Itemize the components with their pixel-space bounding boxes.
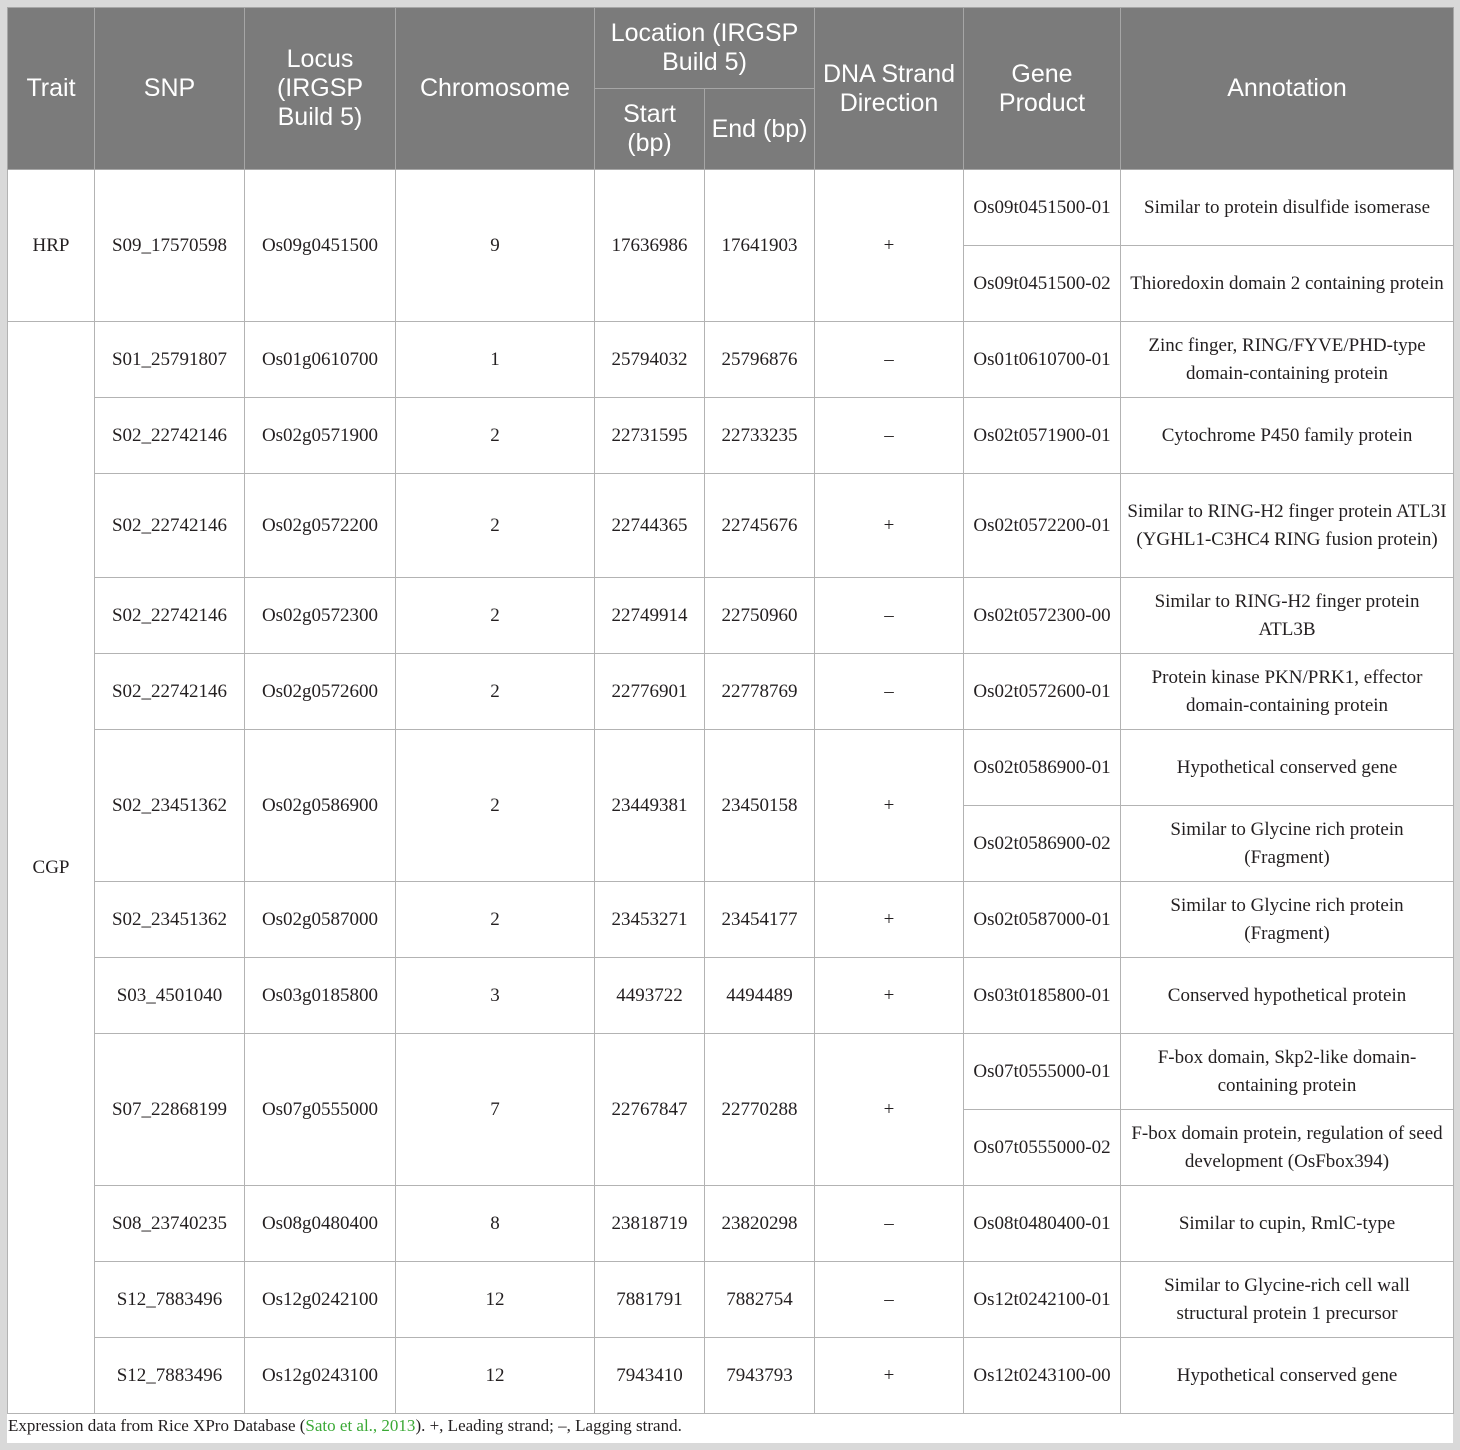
locus-cell: Os08g0480400 <box>245 1186 396 1262</box>
chromosome-cell: 7 <box>396 1034 595 1186</box>
strand-cell: + <box>815 474 964 578</box>
gene-product-cell: Os12t0242100-01 <box>964 1262 1121 1338</box>
strand-cell: + <box>815 958 964 1034</box>
snp-cell: S02_22742146 <box>95 474 245 578</box>
annotation-cell: Zinc finger, RING/FYVE/PHD-type domain-containing protein <box>1121 322 1454 398</box>
annotation-cell: F-box domain protein, regulation of seed development (OsFbox394) <box>1121 1110 1454 1186</box>
strand-cell: + <box>815 1338 964 1414</box>
strand-cell: – <box>815 654 964 730</box>
annotation-cell: Protein kinase PKN/PRK1, effector domain-containing protein <box>1121 654 1454 730</box>
gene-product-cell: Os03t0185800-01 <box>964 958 1121 1034</box>
start-cell: 23818719 <box>595 1186 705 1262</box>
start-cell: 22744365 <box>595 474 705 578</box>
locus-cell: Os03g0185800 <box>245 958 396 1034</box>
locus-cell: Os02g0586900 <box>245 730 396 882</box>
table-row <box>8 1262 1454 1338</box>
end-cell: 23454177 <box>705 882 815 958</box>
header-start: Start (bp) <box>595 89 705 170</box>
end-cell: 7943793 <box>705 1338 815 1414</box>
start-cell: 25794032 <box>595 322 705 398</box>
annotation-cell: F-box domain, Skp2-like domain-containing protein <box>1121 1034 1454 1110</box>
gene-product-cell: Os02t0586900-01 <box>964 730 1121 806</box>
gene-product-cell: Os02t0571900-01 <box>964 398 1121 474</box>
chromosome-cell: 2 <box>396 882 595 958</box>
start-cell: 23449381 <box>595 730 705 882</box>
snp-cell: S02_22742146 <box>95 654 245 730</box>
strand-cell: + <box>815 1034 964 1186</box>
table-row <box>8 322 1454 398</box>
end-cell: 7882754 <box>705 1262 815 1338</box>
strand-cell: – <box>815 1186 964 1262</box>
snp-cell: S02_22742146 <box>95 398 245 474</box>
start-cell: 22749914 <box>595 578 705 654</box>
annotation-cell: Similar to RING-H2 finger protein ATL3I (YGHL1-C3HC4 RING fusion protein) <box>1121 474 1454 578</box>
end-cell: 22733235 <box>705 398 815 474</box>
end-cell: 23820298 <box>705 1186 815 1262</box>
table-row <box>8 1034 1454 1110</box>
end-cell: 22750960 <box>705 578 815 654</box>
chromosome-cell: 12 <box>396 1262 595 1338</box>
table-row <box>8 578 1454 654</box>
header-location: Location (IRGSP Build 5) <box>595 8 815 89</box>
gene-product-cell: Os01t0610700-01 <box>964 322 1121 398</box>
strand-cell: + <box>815 882 964 958</box>
chromosome-cell: 2 <box>396 398 595 474</box>
locus-cell: Os09g0451500 <box>245 170 396 322</box>
table-row <box>8 474 1454 578</box>
strand-cell: – <box>815 322 964 398</box>
citation-link[interactable]: Sato et al., 2013 <box>305 1416 416 1435</box>
gene-product-cell: Os02t0586900-02 <box>964 806 1121 882</box>
locus-cell: Os12g0243100 <box>245 1338 396 1414</box>
table-row <box>8 730 1454 806</box>
header-locus: Locus (IRGSP Build 5) <box>245 8 396 170</box>
end-cell: 22778769 <box>705 654 815 730</box>
start-cell: 7881791 <box>595 1262 705 1338</box>
strand-cell: – <box>815 398 964 474</box>
chromosome-cell: 2 <box>396 654 595 730</box>
start-cell: 17636986 <box>595 170 705 322</box>
start-cell: 23453271 <box>595 882 705 958</box>
locus-cell: Os02g0572300 <box>245 578 396 654</box>
table-row <box>8 958 1454 1034</box>
footnote-text-before: Expression data from Rice XPro Database ( <box>8 1416 306 1435</box>
header-end: End (bp) <box>705 89 815 170</box>
trait-cell: CGP <box>8 322 95 1414</box>
annotation-cell: Similar to Glycine rich protein (Fragment) <box>1121 806 1454 882</box>
end-cell: 22745676 <box>705 474 815 578</box>
end-cell: 25796876 <box>705 322 815 398</box>
gene-product-cell: Os02t0587000-01 <box>964 882 1121 958</box>
table-row <box>8 398 1454 474</box>
strand-cell: – <box>815 578 964 654</box>
table-row <box>8 1186 1454 1262</box>
annotation-cell: Hypothetical conserved gene <box>1121 1338 1454 1414</box>
snp-cell: S12_7883496 <box>95 1338 245 1414</box>
gene-product-cell: Os02t0572600-01 <box>964 654 1121 730</box>
annotation-cell: Similar to protein disulfide isomerase <box>1121 170 1454 246</box>
annotation-cell: Conserved hypothetical protein <box>1121 958 1454 1034</box>
header-snp: SNP <box>95 8 245 170</box>
locus-cell: Os07g0555000 <box>245 1034 396 1186</box>
chromosome-cell: 2 <box>396 730 595 882</box>
gene-product-cell: Os02t0572200-01 <box>964 474 1121 578</box>
end-cell: 4494489 <box>705 958 815 1034</box>
locus-cell: Os02g0571900 <box>245 398 396 474</box>
chromosome-cell: 2 <box>396 578 595 654</box>
start-cell: 7943410 <box>595 1338 705 1414</box>
gene-product-cell: Os07t0555000-01 <box>964 1034 1121 1110</box>
annotation-cell: Cytochrome P450 family protein <box>1121 398 1454 474</box>
gene-product-cell: Os12t0243100-00 <box>964 1338 1121 1414</box>
gene-product-cell: Os08t0480400-01 <box>964 1186 1121 1262</box>
end-cell: 22770288 <box>705 1034 815 1186</box>
chromosome-cell: 12 <box>396 1338 595 1414</box>
snp-cell: S08_23740235 <box>95 1186 245 1262</box>
strand-cell: – <box>815 1262 964 1338</box>
snp-cell: S12_7883496 <box>95 1262 245 1338</box>
start-cell: 22767847 <box>595 1034 705 1186</box>
table-footnote <box>7 1415 682 1437</box>
gene-product-cell: Os09t0451500-01 <box>964 170 1121 246</box>
annotation-cell: Thioredoxin domain 2 containing protein <box>1121 246 1454 322</box>
gene-product-cell: Os02t0572300-00 <box>964 578 1121 654</box>
start-cell: 22776901 <box>595 654 705 730</box>
table-row <box>8 170 1454 246</box>
gene-product-cell: Os09t0451500-02 <box>964 246 1121 322</box>
header-strand: DNA Strand Direction <box>815 8 964 170</box>
snp-cell: S09_17570598 <box>95 170 245 322</box>
table-row <box>8 882 1454 958</box>
chromosome-cell: 1 <box>396 322 595 398</box>
start-cell: 4493722 <box>595 958 705 1034</box>
locus-cell: Os02g0572200 <box>245 474 396 578</box>
start-cell: 22731595 <box>595 398 705 474</box>
locus-cell: Os02g0572600 <box>245 654 396 730</box>
snp-cell: S03_4501040 <box>95 958 245 1034</box>
end-cell: 17641903 <box>705 170 815 322</box>
locus-cell: Os02g0587000 <box>245 882 396 958</box>
snp-cell: S02_23451362 <box>95 730 245 882</box>
end-cell: 23450158 <box>705 730 815 882</box>
header-chromosome: Chromosome <box>396 8 595 170</box>
table-frame <box>7 7 1453 1443</box>
locus-cell: Os12g0242100 <box>245 1262 396 1338</box>
chromosome-cell: 3 <box>396 958 595 1034</box>
annotation-cell: Similar to cupin, RmlC-type <box>1121 1186 1454 1262</box>
snp-cell: S02_23451362 <box>95 882 245 958</box>
trait-cell: HRP <box>8 170 95 322</box>
strand-cell: + <box>815 730 964 882</box>
chromosome-cell: 2 <box>396 474 595 578</box>
snp-cell: S02_22742146 <box>95 578 245 654</box>
annotation-cell: Hypothetical conserved gene <box>1121 730 1454 806</box>
snp-cell: S01_25791807 <box>95 322 245 398</box>
gene-product-cell: Os07t0555000-02 <box>964 1110 1121 1186</box>
footnote-text-after: ). +, Leading strand; –, Lagging strand. <box>415 1416 682 1435</box>
header-trait: Trait <box>8 8 95 170</box>
snp-cell: S07_22868199 <box>95 1034 245 1186</box>
annotation-cell: Similar to Glycine-rich cell wall structural protein 1 precursor <box>1121 1262 1454 1338</box>
chromosome-cell: 9 <box>396 170 595 322</box>
table-row <box>8 654 1454 730</box>
annotation-cell: Similar to Glycine rich protein (Fragment) <box>1121 882 1454 958</box>
header-gene-product: Gene Product <box>964 8 1121 170</box>
locus-cell: Os01g0610700 <box>245 322 396 398</box>
annotation-cell: Similar to RING-H2 finger protein ATL3B <box>1121 578 1454 654</box>
chromosome-cell: 8 <box>396 1186 595 1262</box>
header-annotation: Annotation <box>1121 8 1454 170</box>
strand-cell: + <box>815 170 964 322</box>
table-row <box>8 1338 1454 1414</box>
snp-gene-table <box>7 7 1454 1414</box>
